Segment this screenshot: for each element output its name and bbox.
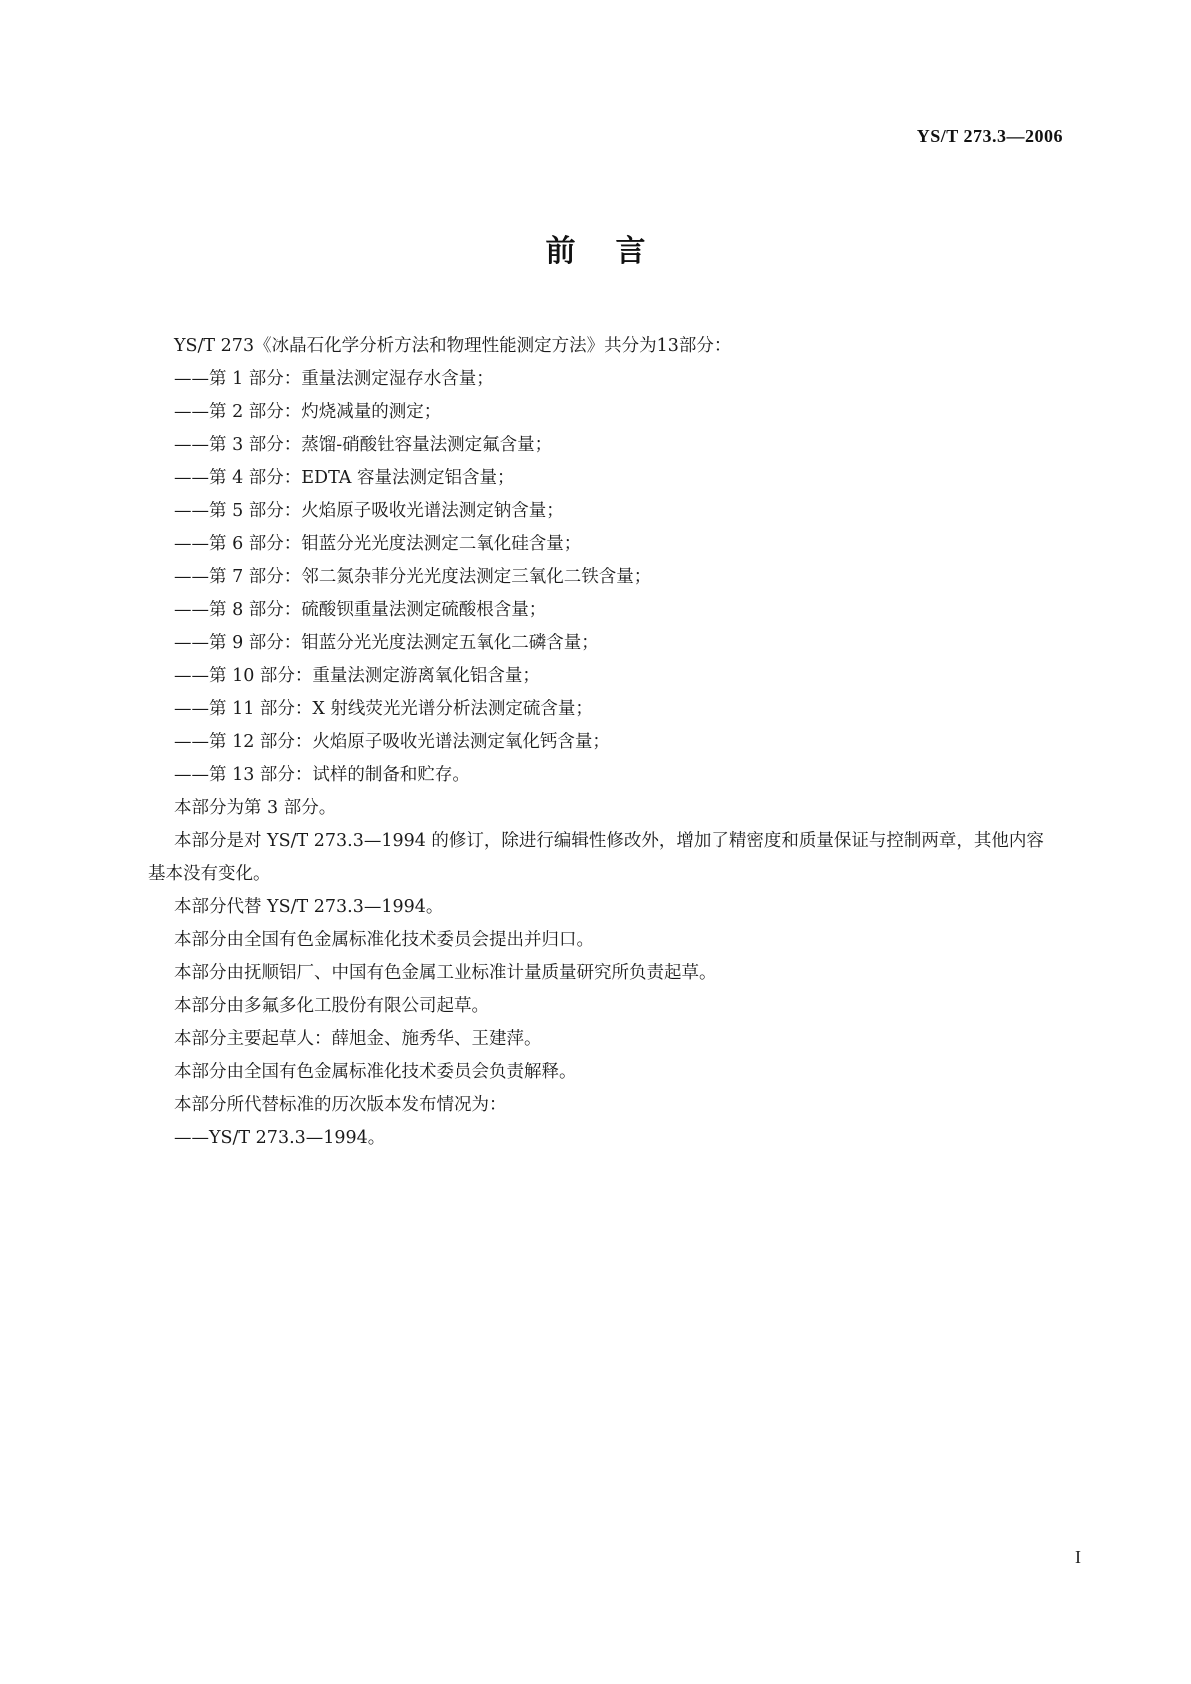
list-item: ——第 7 部分：邻二氮杂菲分光光度法测定三氧化二铁含量；: [174, 567, 652, 587]
list-item: ——第 10 部分：重量法测定游离氧化铝含量；: [174, 666, 540, 686]
page-number: I: [1075, 1547, 1081, 1567]
standard-code: YS/T 273.3—2006: [916, 126, 1063, 146]
paragraph: 本部分为第 3 部分。: [174, 798, 337, 818]
paragraph: 本部分主要起草人：薛旭金、施秀华、王建萍。: [174, 1029, 542, 1049]
list-item: ——第 13 部分：试样的制备和贮存。: [174, 765, 470, 785]
list-item: ——第 6 部分：钼蓝分光光度法测定二氧化硅含量；: [174, 534, 582, 554]
paragraph: 本部分由多氟多化工股份有限公司起草。: [174, 996, 489, 1016]
list-item: ——第 12 部分：火焰原子吸收光谱法测定氧化钙含量；: [174, 732, 610, 752]
list-item: ——第 1 部分：重量法测定湿存水含量；: [174, 369, 494, 389]
paragraph: 本部分由全国有色金属标准化技术委员会提出并归口。: [174, 930, 594, 950]
page-title: 前言: [545, 234, 686, 269]
intro-paragraph: YS/T 273《冰晶石化学分析方法和物理性能测定方法》共分为13部分：: [174, 336, 732, 356]
paragraph: 本部分由全国有色金属标准化技术委员会负责解释。: [174, 1062, 577, 1082]
foreword-body: [148, 330, 1060, 1155]
list-item: ——第 9 部分：钼蓝分光光度法测定五氧化二磷含量；: [174, 633, 599, 653]
paragraph: 本部分由抚顺铝厂、中国有色金属工业标准计量质量研究所负责起草。: [174, 963, 717, 983]
list-item: ——YS/T 273.3—1994。: [174, 1128, 386, 1148]
list-item: ——第 3 部分：蒸馏-硝酸钍容量法测定氟含量；: [174, 435, 553, 455]
list-item: ——第 11 部分：X 射线荧光光谱分析法测定硫含量；: [174, 699, 593, 719]
paragraph: 本部分是对 YS/T 273.3—1994 的修订，除进行编辑性修改外，增加了精密度和质量保证与控制两章，其他内容基本没有变化。: [148, 831, 1044, 884]
paragraph: 本部分代替 YS/T 273.3—1994。: [174, 897, 444, 917]
paragraph: 本部分所代替标准的历次版本发布情况为：: [174, 1095, 507, 1115]
list-item: ——第 2 部分：灼烧减量的测定；: [174, 402, 442, 422]
list-item: ——第 4 部分：EDTA 容量法测定铝含量；: [174, 468, 515, 488]
list-item: ——第 8 部分：硫酸钡重量法测定硫酸根含量；: [174, 600, 547, 620]
list-item: ——第 5 部分：火焰原子吸收光谱法测定钠含量；: [174, 501, 564, 521]
